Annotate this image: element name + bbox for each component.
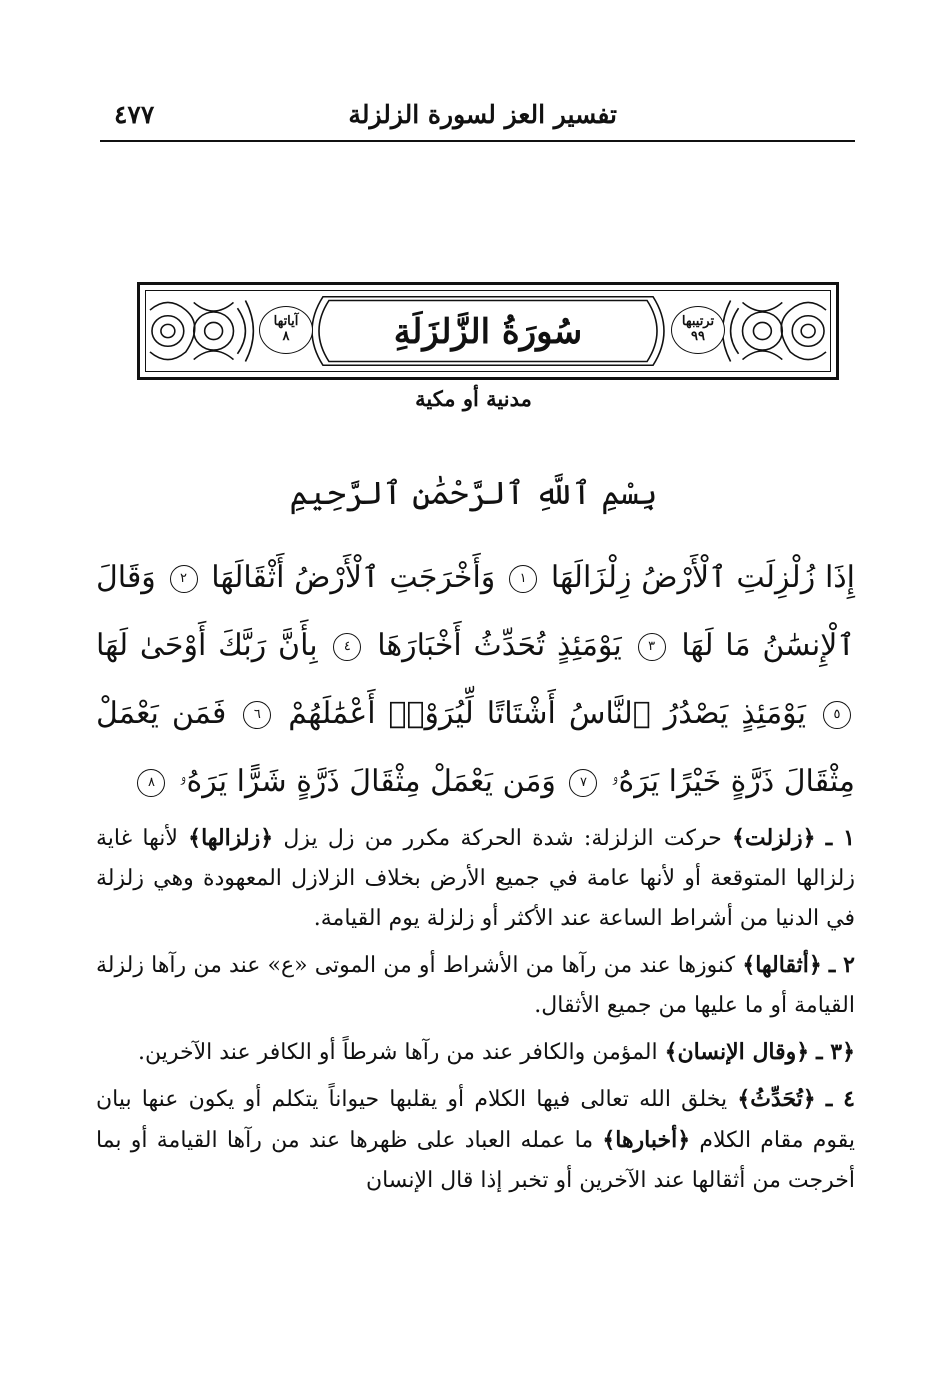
verse-number-marker: ٢ (170, 565, 198, 593)
surah-title-frame (137, 282, 839, 380)
note-number: ٢ ـ (828, 952, 855, 978)
verse-number-marker: ١ (509, 565, 537, 593)
verse-count-medallion (259, 306, 313, 354)
frame-inner-border (145, 290, 831, 372)
verse-number-marker: ٨ (137, 769, 165, 797)
verse-text: فَمَن يَعْمَلْ مِثْقَالَ ذَرَّةٍ خَيْرًا يَرَهُۥ (96, 696, 855, 799)
quoted-term: ﴿زلزلت﴾ (731, 825, 816, 851)
note-number: ﴿٣ ـ (816, 1039, 855, 1065)
commentary-paragraph (96, 818, 855, 939)
note-text: يخلق الله تعالى فيها الكلام أو يقلبها حيواناً يتكلم أو يكون عنها بيان يقوم مقام الكلام (96, 1087, 855, 1153)
running-title: تفسير العز لسورة الزلزلة (348, 100, 617, 129)
verse-text: وَقَالَ ٱلْإِنسَٰنُ مَا لَهَا (96, 560, 855, 663)
page-number: ٤٧٧ (114, 100, 155, 129)
order-number: ٩٩ (691, 329, 705, 344)
note-text: المؤمن والكافر عند من رآها شرطاً أو الكافر عند الآخرين. (138, 1040, 665, 1065)
verse-text: إِذَا زُلْزِلَتِ ٱلْأَرْضُ زِلْزَالَهَا (550, 560, 855, 595)
order-label: ترتيبها (681, 314, 715, 329)
quoted-term: ﴿أثقالها﴾ (742, 952, 822, 978)
commentary-paragraph (96, 1032, 855, 1073)
commentary-paragraph (96, 945, 855, 1026)
verse-text: يَوْمَئِذٍ يَصْدُرُ ٱلنَّاسُ أَشْتَاتًا لِّيُرَوْا۟ أَعْمَٰلَهُمْ (288, 696, 807, 731)
verse-text: وَمَن يَعْمَلْ مِثْقَالَ ذَرَّةٍ شَرًّا يَرَهُۥ (178, 764, 556, 799)
note-number: ١ ـ (825, 825, 855, 851)
note-text: كنوزها عند من رآها من الأشراط أو من الموتى «ع» عند من رآها زلزلة القيامة أو ما عليها من جميع الأثقال. (96, 953, 855, 1018)
verse-text: وَأَخْرَجَتِ ٱلْأَرْضُ أَثْقَالَهَا (211, 560, 496, 595)
verses-label: آياتها (273, 314, 299, 329)
verse-text: بِأَنَّ رَبَّكَ أَوْحَىٰ لَهَا (96, 628, 318, 663)
note-text: حركت الزلزلة: شدة الحركة مكرر من زل يزل (273, 826, 732, 851)
quoted-term: ﴿وقال الإنسان﴾ (664, 1039, 810, 1065)
commentary-paragraph (96, 1079, 855, 1201)
quoted-term: ﴿أخبارها﴾ (602, 1127, 691, 1153)
quran-text (96, 544, 855, 816)
note-text: لأنها غاية زلزالها المتوقعة أو لأنها عامة في جميع الأرض بخلاف الزلازل المعهودة وهي زلزلة في الدنيا من أشراط الساعة عند الأكثر أو زلزلة يوم القيامة. (96, 826, 855, 931)
quoted-term: ﴿زلزالها﴾ (188, 825, 274, 851)
note-text: ما عمله العباد على ظهرها عند من رآها القيامة أو بما أخرجت من أثقالها عند الآخرين أو تخبر إذا قال الإنسان (96, 1128, 855, 1193)
quoted-term: ﴿تُحَدِّثُ﴾ (737, 1086, 816, 1112)
note-number: ٤ ـ (825, 1086, 855, 1112)
verse-number-marker: ٧ (569, 769, 597, 797)
surah-name: سُورَةُ الزَّلزَلَةِ (393, 312, 583, 352)
basmala: بِسْمِ ٱللَّهِ ٱلرَّحْمَٰنِ ٱلرَّحِيمِ (289, 474, 658, 512)
verses-number: ٨ (282, 329, 290, 344)
revelation-type: مدنية أو مكية (415, 386, 532, 411)
verse-number-marker: ٤ (333, 633, 361, 661)
verse-number-marker: ٣ (638, 633, 666, 661)
verse-number-marker: ٦ (243, 701, 271, 729)
verse-text: يَوْمَئِذٍ تُحَدِّثُ أَخْبَارَهَا (377, 628, 622, 663)
running-header (100, 96, 855, 142)
verse-number-marker: ٥ (823, 701, 851, 729)
commentary (96, 818, 855, 1207)
surah-order-medallion (671, 306, 725, 354)
